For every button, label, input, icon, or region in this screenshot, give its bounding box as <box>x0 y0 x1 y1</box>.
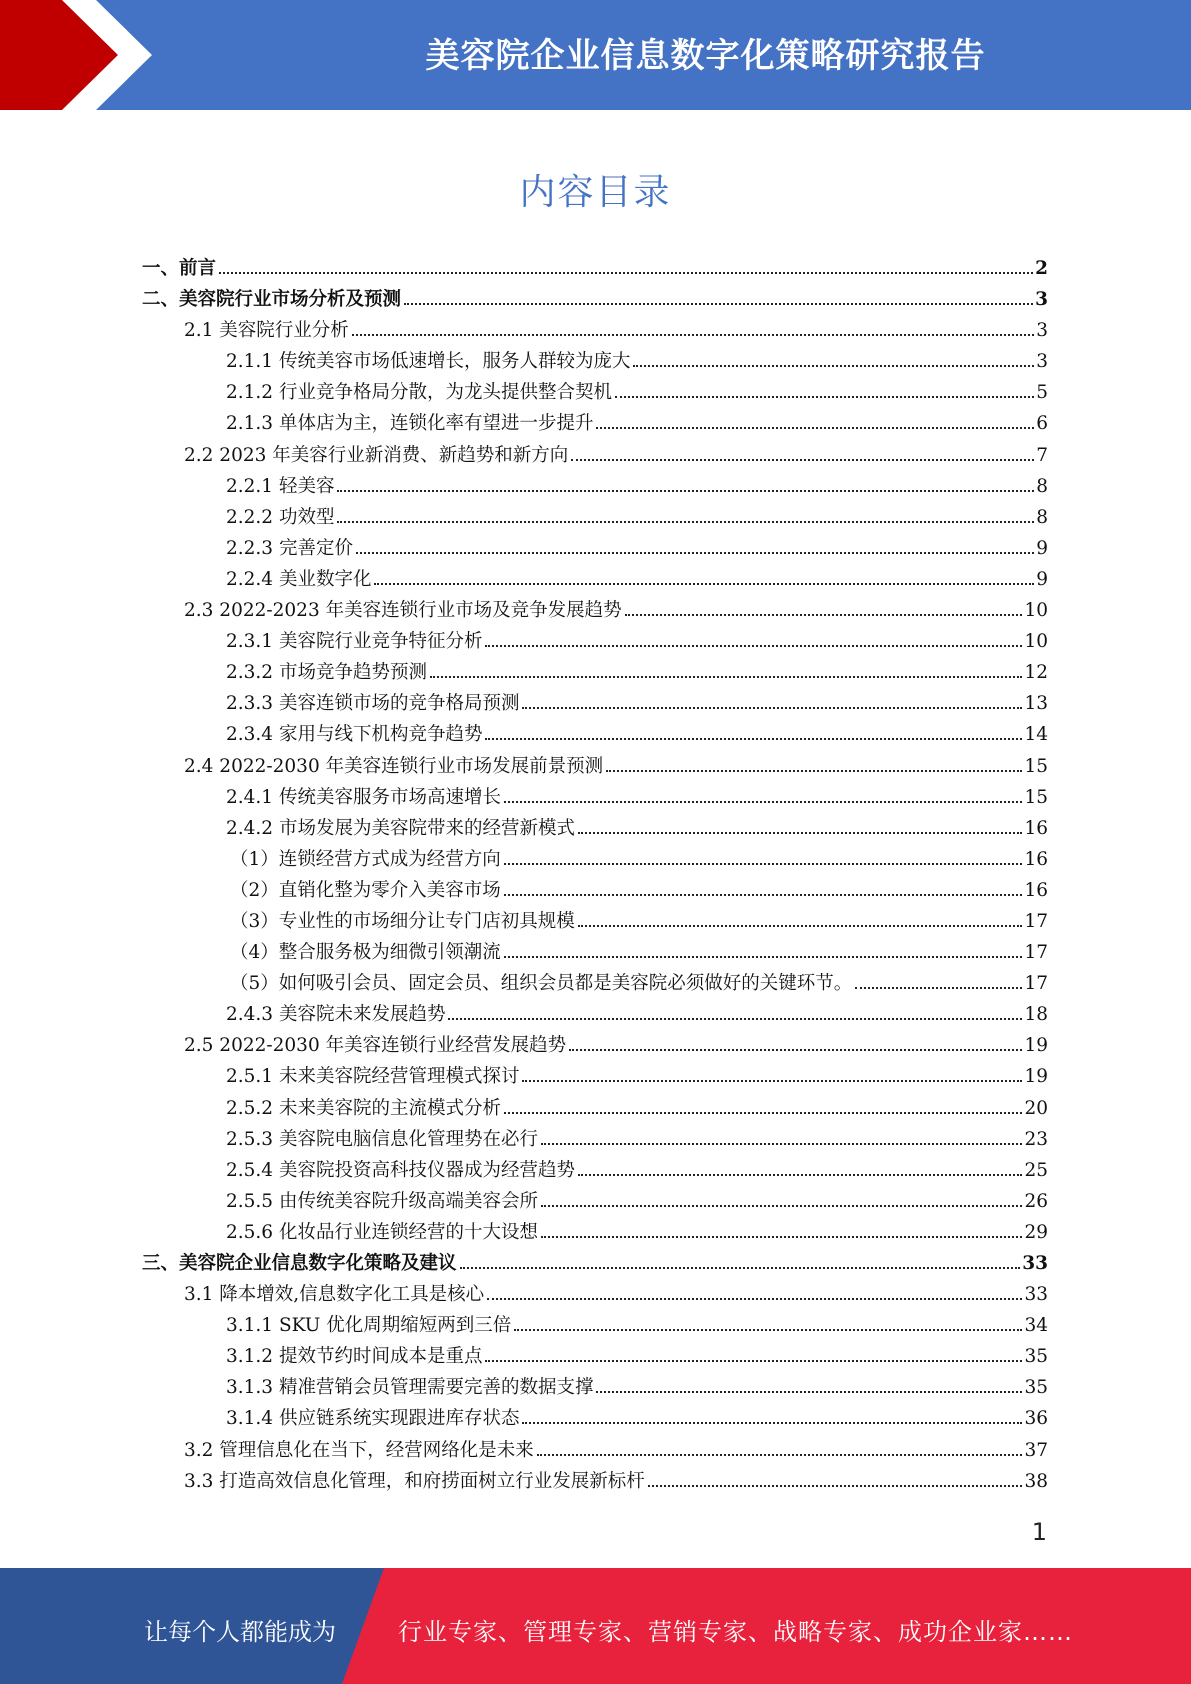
toc-entry[interactable] <box>142 1279 1048 1310</box>
toc-entry-page: 25 <box>1024 1159 1048 1181</box>
toc-entry-page: 15 <box>1024 755 1048 777</box>
toc-entry-label: 2.3.1 美容院行业竞争特征分析 <box>226 631 483 653</box>
toc-entry[interactable] <box>142 844 1048 875</box>
toc-dot-leader <box>625 614 1023 616</box>
page-header <box>0 0 1191 110</box>
toc-entry-page: 3 <box>1035 289 1048 311</box>
toc-entry-label: 2.1.1 传统美容市场低速增长，服务人群较为庞大 <box>226 351 631 373</box>
toc-entry-label: （4）整合服务极为细微引领潮流 <box>230 942 501 964</box>
toc-entry-page: 33 <box>1022 1253 1048 1274</box>
toc-entry[interactable] <box>142 1403 1048 1434</box>
toc-dot-leader <box>541 1205 1022 1207</box>
toc-entry-page: 14 <box>1024 724 1048 746</box>
toc-entry-page: 18 <box>1024 1004 1048 1026</box>
toc-dot-leader <box>404 303 1033 305</box>
toc-dot-leader <box>633 365 1034 367</box>
toc-entry[interactable] <box>142 564 1048 595</box>
toc-dot-leader <box>448 1018 1022 1020</box>
toc-entry-label: （2）直销化整为零介入美容市场 <box>230 879 501 901</box>
toc-entry-label: 2.1.2 行业竞争格局分散，为龙头提供整合契机 <box>226 382 612 404</box>
toc-dot-leader <box>460 1267 1021 1269</box>
toc-entry-label: 3.1.3 精准营销会员管理需要完善的数据支撑 <box>226 1377 594 1399</box>
toc-dot-leader <box>522 1080 1022 1082</box>
toc-entry-page: 6 <box>1036 413 1048 435</box>
toc-dot-leader <box>541 1236 1022 1238</box>
page-number: 1 <box>1031 1518 1047 1546</box>
toc-entry-label: 2.3.4 家用与线下机构竞争趋势 <box>226 724 483 746</box>
toc-entry-label: 2.5.1 未来美容院经营管理模式探讨 <box>226 1066 520 1088</box>
toc-entry[interactable] <box>142 657 1048 688</box>
toc-dot-leader <box>487 1298 1022 1300</box>
toc-entry-label: 2.2.3 完善定价 <box>226 537 353 559</box>
toc-entry[interactable] <box>142 1061 1048 1092</box>
footer-slogan-left: 让每个人都能成为 <box>144 1618 336 1646</box>
toc-dot-leader <box>522 1422 1022 1424</box>
toc-entry[interactable] <box>142 595 1048 626</box>
toc-entry[interactable] <box>142 471 1048 502</box>
toc-entry[interactable] <box>142 1217 1048 1248</box>
toc-dot-leader <box>606 770 1022 772</box>
toc-entry-page: 37 <box>1024 1439 1048 1461</box>
toc-dot-leader <box>596 427 1034 429</box>
toc-entry-label: 2.3.2 市场竞争趋势预测 <box>226 662 427 684</box>
toc-dot-leader <box>504 894 1023 896</box>
toc-entry-page: 2 <box>1035 258 1048 279</box>
toc-entry[interactable] <box>142 719 1048 750</box>
toc-entry-label: （1）连锁经营方式成为经营方向 <box>230 848 501 870</box>
toc-entry[interactable] <box>142 875 1048 906</box>
toc-dot-leader <box>356 552 1034 554</box>
toc-entry-label: （3）专业性的市场细分让专门店初具规模 <box>230 910 575 932</box>
toc-entry-page: 3 <box>1036 351 1048 373</box>
toc-entry-label: 2.4.3 美容院未来发展趋势 <box>226 1004 446 1026</box>
table-of-contents <box>142 253 1048 1497</box>
toc-entry-page: 17 <box>1024 942 1048 964</box>
toc-dot-leader <box>504 1112 1022 1114</box>
toc-entry[interactable] <box>142 999 1048 1030</box>
toc-entry[interactable] <box>142 1093 1048 1124</box>
toc-entry-page: 36 <box>1024 1408 1048 1430</box>
toc-entry-page: 26 <box>1024 1190 1048 1212</box>
toc-entry[interactable] <box>142 1155 1048 1186</box>
toc-entry-page: 17 <box>1024 910 1048 932</box>
toc-entry[interactable] <box>142 1341 1048 1372</box>
toc-dot-leader <box>522 707 1022 709</box>
toc-dot-leader <box>537 1454 1023 1456</box>
toc-entry-label: 2.2.4 美业数字化 <box>226 568 372 590</box>
toc-entry-page: 35 <box>1024 1377 1048 1399</box>
toc-entry-page: 12 <box>1024 662 1048 684</box>
toc-entry[interactable] <box>142 1435 1048 1466</box>
toc-entry-page: 7 <box>1036 444 1048 466</box>
toc-entry[interactable] <box>142 782 1048 813</box>
toc-entry-label: 2.5.6 化妆品行业连锁经营的十大设想 <box>226 1221 538 1243</box>
toc-dot-leader <box>514 1329 1022 1331</box>
toc-entry[interactable] <box>142 1248 1048 1279</box>
toc-entry-label: 3.1.2 提效节约时间成本是重点 <box>226 1346 483 1368</box>
toc-entry-page: 34 <box>1024 1315 1048 1337</box>
toc-dot-leader <box>352 334 1034 336</box>
toc-entry-label: 一、前言 <box>142 258 217 279</box>
toc-entry[interactable] <box>142 1030 1048 1061</box>
toc-entry-page: 16 <box>1024 817 1048 839</box>
toc-entry-page: 13 <box>1024 693 1048 715</box>
toc-entry[interactable] <box>142 937 1048 968</box>
toc-dot-leader <box>541 1143 1022 1145</box>
toc-entry[interactable] <box>142 533 1048 564</box>
toc-entry-label: 3.3 打造高效信息化管理，和府捞面树立行业发展新标杆 <box>184 1470 645 1492</box>
toc-entry[interactable] <box>142 688 1048 719</box>
toc-entry-label: 2.4 2022-2030 年美容连锁行业市场发展前景预测 <box>184 755 604 777</box>
toc-dot-leader <box>578 832 1022 834</box>
toc-dot-leader <box>504 863 1023 865</box>
toc-dot-leader <box>615 396 1034 398</box>
toc-entry-page: 19 <box>1024 1035 1048 1057</box>
toc-entry[interactable] <box>142 906 1048 937</box>
toc-entry-page: 33 <box>1024 1284 1048 1306</box>
toc-entry[interactable] <box>142 1466 1048 1497</box>
toc-entry-page: 23 <box>1024 1128 1048 1150</box>
toc-dot-leader <box>485 645 1022 647</box>
toc-entry[interactable] <box>142 440 1048 471</box>
toc-entry-label: 二、美容院行业市场分析及预测 <box>142 289 402 311</box>
toc-entry-page: 8 <box>1036 475 1048 497</box>
toc-entry-page: 5 <box>1036 382 1048 404</box>
toc-dot-leader <box>855 987 1022 989</box>
toc-entry[interactable] <box>142 346 1048 377</box>
toc-dot-leader <box>337 490 1034 492</box>
toc-entry-label: 2.2.1 轻美容 <box>226 475 335 497</box>
toc-entry-page: 29 <box>1024 1221 1048 1243</box>
toc-entry-label: 2.2 2023 年美容行业新消费、新趋势和新方向 <box>184 444 569 466</box>
toc-entry-page: 3 <box>1036 320 1048 342</box>
toc-entry[interactable] <box>142 1124 1048 1155</box>
toc-entry-label: 2.5.5 由传统美容院升级高端美容会所 <box>226 1190 538 1212</box>
toc-entry[interactable] <box>142 377 1048 408</box>
toc-entry-label: 2.5.2 未来美容院的主流模式分析 <box>226 1097 501 1119</box>
toc-entry-label: （5）如何吸引会员、固定会员、组织会员都是美容院必须做好的关键环节。 <box>230 973 853 995</box>
toc-dot-leader <box>578 925 1023 927</box>
footer-slogan-right: 行业专家、管理专家、营销专家、战略专家、成功企业家…… <box>398 1618 1073 1646</box>
toc-entry[interactable] <box>142 751 1048 782</box>
toc-entry-label: 3.1 降本增效,信息数字化工具是核心 <box>184 1284 485 1306</box>
toc-entry-label: 2.1 美容院行业分析 <box>184 320 349 342</box>
toc-entry[interactable] <box>142 408 1048 439</box>
toc-entry-page: 9 <box>1036 537 1048 559</box>
toc-dot-leader <box>571 459 1034 461</box>
toc-entry[interactable] <box>142 253 1048 284</box>
report-title: 美容院企业信息数字化策略研究报告 <box>425 36 986 76</box>
toc-entry[interactable] <box>142 968 1048 999</box>
toc-entry-label: 3.1.1 SKU 优化周期缩短两到三倍 <box>226 1315 512 1337</box>
toc-entry[interactable] <box>142 315 1048 346</box>
toc-entry-page: 38 <box>1024 1470 1048 1492</box>
toc-entry-page: 16 <box>1024 879 1048 901</box>
toc-dot-leader <box>485 738 1022 740</box>
toc-entry-label: 2.3.3 美容连锁市场的竞争格局预测 <box>226 693 520 715</box>
toc-entry-label: 2.5.3 美容院电脑信息化管理势在必行 <box>226 1128 538 1150</box>
toc-dot-leader <box>337 521 1034 523</box>
toc-entry[interactable] <box>142 626 1048 657</box>
toc-entry-label: 3.1.4 供应链系统实现跟进库存状态 <box>226 1408 520 1430</box>
toc-entry[interactable] <box>142 284 1048 315</box>
toc-entry-label: 2.5 2022-2030 年美容连锁行业经营发展趋势 <box>184 1035 567 1057</box>
toc-dot-leader <box>504 956 1023 958</box>
toc-entry-page: 8 <box>1036 506 1048 528</box>
toc-entry-page: 10 <box>1024 600 1048 622</box>
toc-dot-leader <box>569 1049 1022 1051</box>
toc-entry-label: 三、美容院企业信息数字化策略及建议 <box>142 1253 457 1274</box>
toc-dot-leader <box>596 1391 1022 1393</box>
toc-entry-label: 3.2 管理信息化在当下，经营网络化是未来 <box>184 1439 534 1461</box>
toc-entry[interactable] <box>142 1310 1048 1341</box>
toc-dot-leader <box>485 1360 1022 1362</box>
toc-dot-leader <box>504 801 1022 803</box>
page-footer <box>0 1568 1191 1684</box>
toc-entry-label: 2.1.3 单体店为主，连锁化率有望进一步提升 <box>226 413 594 435</box>
toc-entry-page: 15 <box>1024 786 1048 808</box>
toc-dot-leader <box>430 676 1022 678</box>
toc-entry-label: 2.4.1 传统美容服务市场高速增长 <box>226 786 501 808</box>
toc-entry-label: 2.4.2 市场发展为美容院带来的经营新模式 <box>226 817 575 839</box>
toc-entry-page: 17 <box>1024 973 1048 995</box>
toc-entry-label: 2.3 2022-2023 年美容连锁行业市场及竞争发展趋势 <box>184 600 622 622</box>
header-arrow-decoration <box>0 0 220 110</box>
toc-entry-page: 16 <box>1024 848 1048 870</box>
toc-entry-page: 19 <box>1024 1066 1048 1088</box>
toc-dot-leader <box>578 1174 1022 1176</box>
toc-dot-leader <box>648 1485 1023 1487</box>
toc-entry[interactable] <box>142 502 1048 533</box>
toc-entry-label: 2.2.2 功效型 <box>226 506 335 528</box>
toc-dot-leader <box>219 272 1033 274</box>
toc-entry-page: 10 <box>1024 631 1048 653</box>
toc-entry[interactable] <box>142 813 1048 844</box>
toc-entry-label: 2.5.4 美容院投资高科技仪器成为经营趋势 <box>226 1159 575 1181</box>
toc-entry[interactable] <box>142 1372 1048 1403</box>
toc-dot-leader <box>374 583 1034 585</box>
toc-heading: 内容目录 <box>519 172 672 213</box>
toc-entry-page: 35 <box>1024 1346 1048 1368</box>
toc-entry[interactable] <box>142 1186 1048 1217</box>
toc-entry-page: 9 <box>1036 568 1048 590</box>
toc-entry-page: 20 <box>1024 1097 1048 1119</box>
